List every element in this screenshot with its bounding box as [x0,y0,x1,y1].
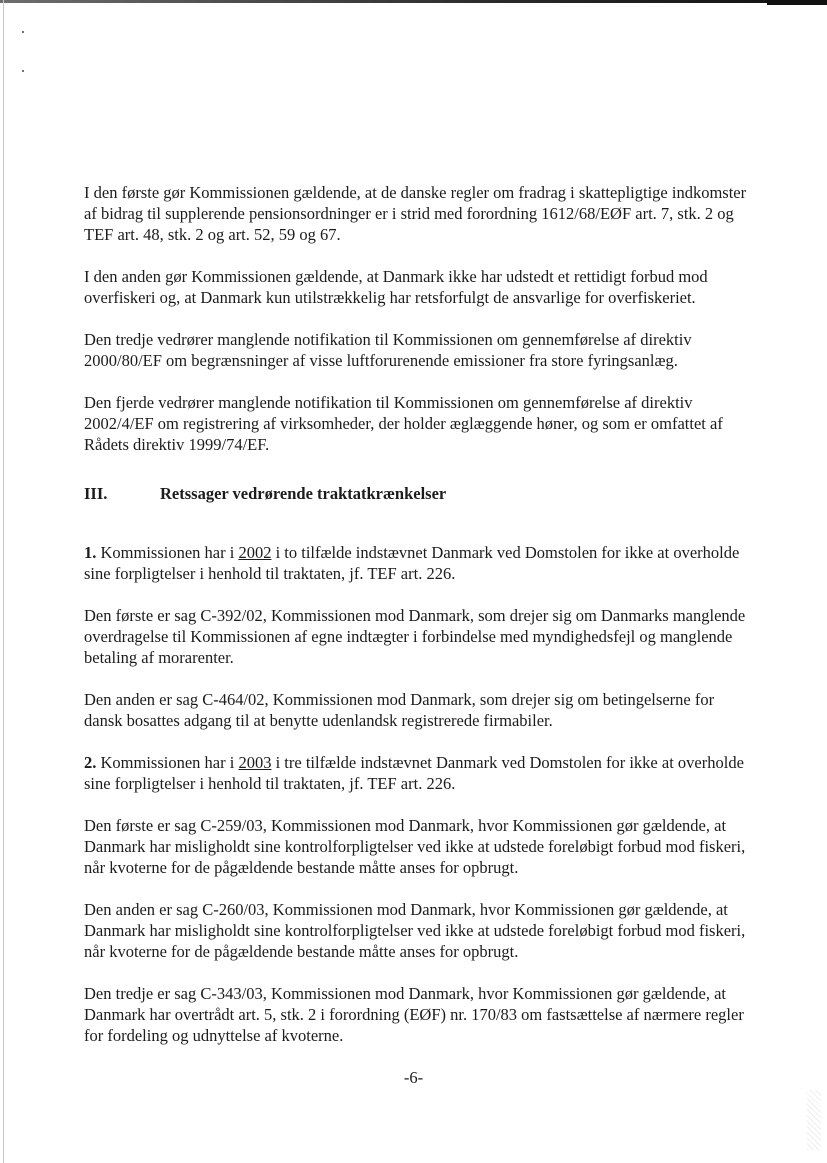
paragraph-second-claim: I den anden gør Kommissionen gældende, at Danmark ikke har udstedt et rettidigt forbud mod overfiskeri og, at Danmark kun utilstrækkelig har retsforfulgt de ansvarlige for overfiskeriet. [84,267,708,307]
case-c-343-03: Den tredje er sag C-343/03, Kommissionen mod Danmark, hvor Kommissionen gør gældende, at Danmark har overtrådt art. 5, stk. 2 i forordning (EØF) nr. 170/83 om fastsættelse af nærmere regler for fordeling og udnyttelse af kvoterne. [84,984,744,1045]
case-c-260-03: Den anden er sag C-260/03, Kommissionen mod Danmark, hvor Kommissionen gør gældende, at Danmark har misligholdt sine kontrolforpligtelser ved ikke at udstede foreløbigt forbud mod fiskeri, når kvoterne for de pågældende bestande måtte anses for opbrugt. [84,900,746,961]
item-1-number: 1. [84,543,97,562]
section-title: Retssager vedrørende traktatkrænkelser [160,484,447,503]
case-c-259-03: Den første er sag C-259/03, Kommissionen mod Danmark, hvor Kommissionen gør gældende, at Danmark har misligholdt sine kontrolforpligtelser ved ikke at udstede foreløbigt forbud mod fiskeri, når kvoterne for de pågældende bestande måtte anses for opbrugt. [84,816,746,877]
item-1-text-pre: Kommissionen har i [96,543,239,562]
scan-speck [22,70,24,72]
scan-noise [807,1090,821,1150]
page-number: -6- [403,1068,424,1087]
item-1-paragraph [84,542,754,584]
scan-top-rule-heavy [767,0,827,5]
item-2-year: 2003 [238,753,272,772]
paragraph-fourth-claim: Den fjerde vedrører manglende notifikation til Kommissionen om gennemførelse af direktiv 2002/4/EF om registrering af virksomheder, der holder æglæggende høner, og som er omfattet af Rådets direktiv 1999/74/EF. [84,393,723,454]
case-c-392-02: Den første er sag C-392/02, Kommissionen mod Danmark, som drejer sig om Danmarks manglende overdragelse til Kommissionen af egne indtægter i forbindelse med myndighedsfejl og manglende betaling af morarenter. [84,606,746,667]
item-2-paragraph [84,752,754,794]
scan-top-rule [0,0,827,3]
document-body [84,182,754,1067]
paragraph-first-claim: I den første gør Kommissionen gældende, at de danske regler om fradrag i skattepligtige indkomster af bidrag til supplerende pensionsordninger er i strid med forordning 1612/68/EØF art. 7, stk. 2 og TEF art. 48, stk. 2 og art. 52, 59 og 67. [84,183,747,244]
item-2-number: 2. [84,753,97,772]
case-c-464-02: Den anden er sag C-464/02, Kommissionen mod Danmark, som drejer sig om betingelserne for dansk bosattes adgang til at benytte udenlandsk registrerede firmabiler. [84,690,715,730]
scan-left-edge [3,0,4,1163]
item-1-text-post: i to tilfælde indstævnet Danmark ved Domstolen for ikke at overholde sine forpligtelser i henhold til traktaten, jf. TEF art. 226. [84,543,740,583]
section-heading [84,483,754,504]
item-1-year: 2002 [238,543,272,562]
item-2-text-post: i tre tilfælde indstævnet Danmark ved Domstolen for ikke at overholde sine forpligtelser i henhold til traktaten, jf. TEF art. 226. [84,753,744,793]
section-number: III. [84,484,108,503]
paragraph-third-claim: Den tredje vedrører manglende notifikation til Kommissionen om gennemførelse af direktiv 2000/80/EF om begrænsninger af visse luftforurenende emissioner fra store fyringsanlæg. [84,330,692,370]
scan-speck [22,31,24,33]
item-2-text-pre: Kommissionen har i [96,753,239,772]
